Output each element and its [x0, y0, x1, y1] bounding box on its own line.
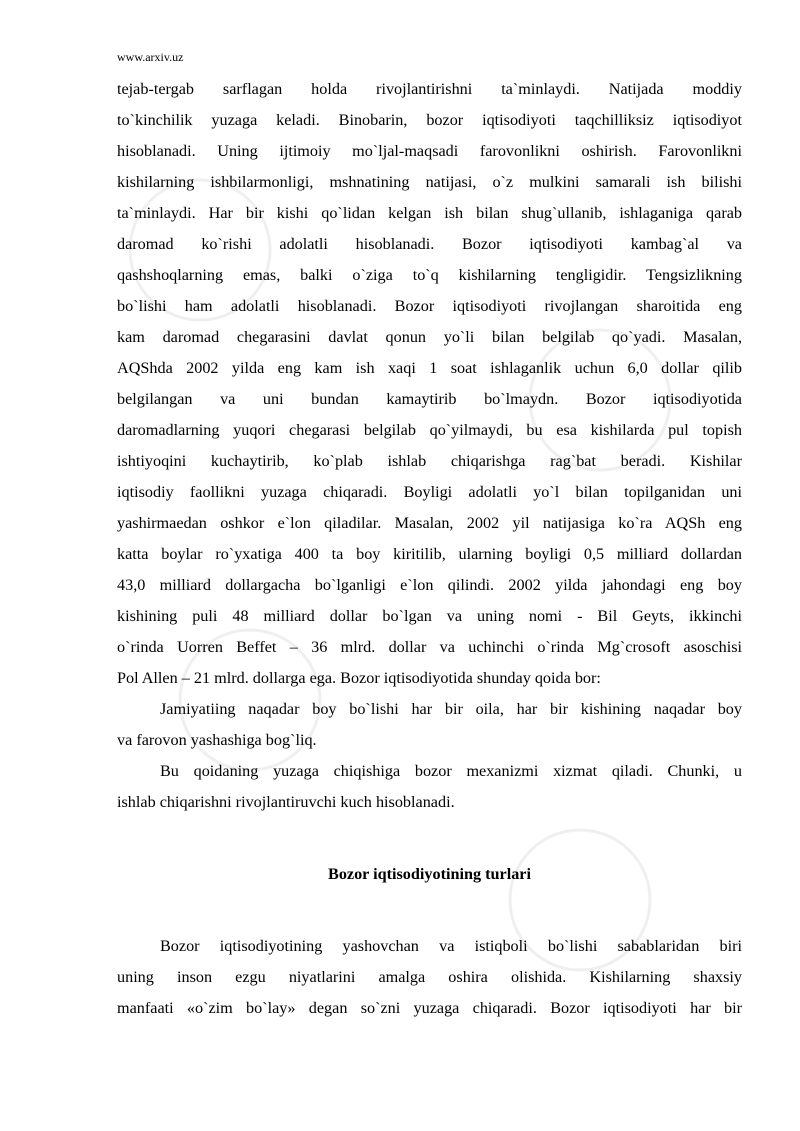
text-line: ishlab chiqarishni rivojlantiruvchi kuch hisoblanadi.: [117, 793, 455, 811]
paragraph-3: [117, 756, 742, 818]
text-line: belgilangan va uni bundan kamaytirib bo`lmaydn. Bozor iqtisodiyotida: [117, 390, 742, 408]
text-line: ishtiyoqini kuchaytirib, ko`plab ishlab chiqarishga rag`bat beradi. Kishilar: [117, 452, 742, 470]
text-line: manfaati «o`zim bo`lay» degan so`zni yuzaga chiqaradi. Bozor iqtisodiyoti har bir: [117, 999, 742, 1017]
text-line: 43,0 milliard dollargacha bo`lganligi e`lon qilindi. 2002 yilda jahondagi eng boy: [117, 576, 742, 594]
text-line: AQShda 2002 yilda eng kam ish xaqi 1 soat ishlaganlik uchun 6,0 dollar qilib: [117, 359, 742, 377]
spacer: [117, 890, 742, 931]
text-line: kishining puli 48 milliard dollar bo`lgan va uning nomi - Bil Geyts, ikkinchi: [117, 607, 742, 625]
paragraph-4: [117, 931, 742, 1024]
text-line: kam daromad chegarasini davlat qonun yo`li bilan belgilab qo`yadi. Masalan,: [117, 328, 742, 346]
paragraph-2: [117, 694, 742, 756]
document-body: [117, 74, 742, 1024]
text-line: hisoblanadi. Uning ijtimoiy mo`ljal-maqsadi farovonlikni oshirish. Farovonlikni: [117, 142, 742, 160]
text-line: Bozor iqtisodiyotining yashovchan va istiqboli bo`lishi sabablaridan biri: [160, 937, 742, 955]
site-url: www.arxiv.uz: [117, 50, 184, 64]
text-line: ta`minlaydi. Har bir kishi qo`lidan kelgan ish bilan shug`ullanib, ishlaganiga qarab: [117, 204, 742, 222]
section-heading: Bozor iqtisodiyotining turlari: [328, 865, 531, 883]
text-line: qashshoqlarning emas, balki o`ziga to`q kishilarning tengligidir. Tengsizlikning: [117, 266, 742, 284]
text-line: va farovon yashashiga bog`liq.: [117, 731, 317, 749]
text-line: uning inson ezgu niyatlarini amalga oshira olishida. Kishilarning shaxsiy: [117, 968, 742, 986]
text-line: daromadlarning yuqori chegarasi belgilab qo`yilmaydi, bu esa kishilarda pul topish: [117, 421, 742, 439]
text-line: Pol Allen – 21 mlrd. dollarga ega. Bozor iqtisodiyotida shunday qoida bor:: [117, 669, 601, 687]
paragraph-1: [117, 74, 742, 694]
text-line: yashirmaedan oshkor e`lon qiladilar. Masalan, 2002 yil natijasiga ko`ra AQSh eng: [117, 514, 742, 532]
spacer: [117, 818, 742, 859]
text-line: Jamiyatiing naqadar boy bo`lishi har bir oila, har bir kishining naqadar boy: [160, 700, 742, 718]
text-line: iqtisodiy faollikni yuzaga chiqaradi. Boyligi adolatli yo`l bilan topilganidan uni: [117, 483, 742, 501]
text-line: katta boylar ro`yxatiga 400 ta boy kiritilib, ularning boyligi 0,5 milliard dollardan: [117, 545, 742, 563]
text-line: Bu qoidaning yuzaga chiqishiga bozor mexanizmi xizmat qiladi. Chunki, u: [160, 762, 742, 780]
text-line: daromad ko`rishi adolatli hisoblanadi. Bozor iqtisodiyoti kambag`al va: [117, 235, 742, 253]
text-line: bo`lishi ham adolatli hisoblanadi. Bozor iqtisodiyoti rivojlangan sharoitida eng: [117, 297, 742, 315]
text-line: kishilarning ishbilarmonligi, mshnatining natijasi, o`z mulkini samarali ish bilishi: [117, 173, 742, 191]
text-line: tejab-tergab sarflagan holda rivojlantirishni ta`minlaydi. Natijada moddiy: [117, 80, 742, 98]
text-line: o`rinda Uorren Beffet – 36 mlrd. dollar va uchinchi o`rinda Mg`crosoft asoschisi: [117, 638, 742, 656]
text-line: to`kinchilik yuzaga keladi. Binobarin, bozor iqtisodiyoti taqchilliksiz iqtisodiyot: [117, 111, 742, 129]
